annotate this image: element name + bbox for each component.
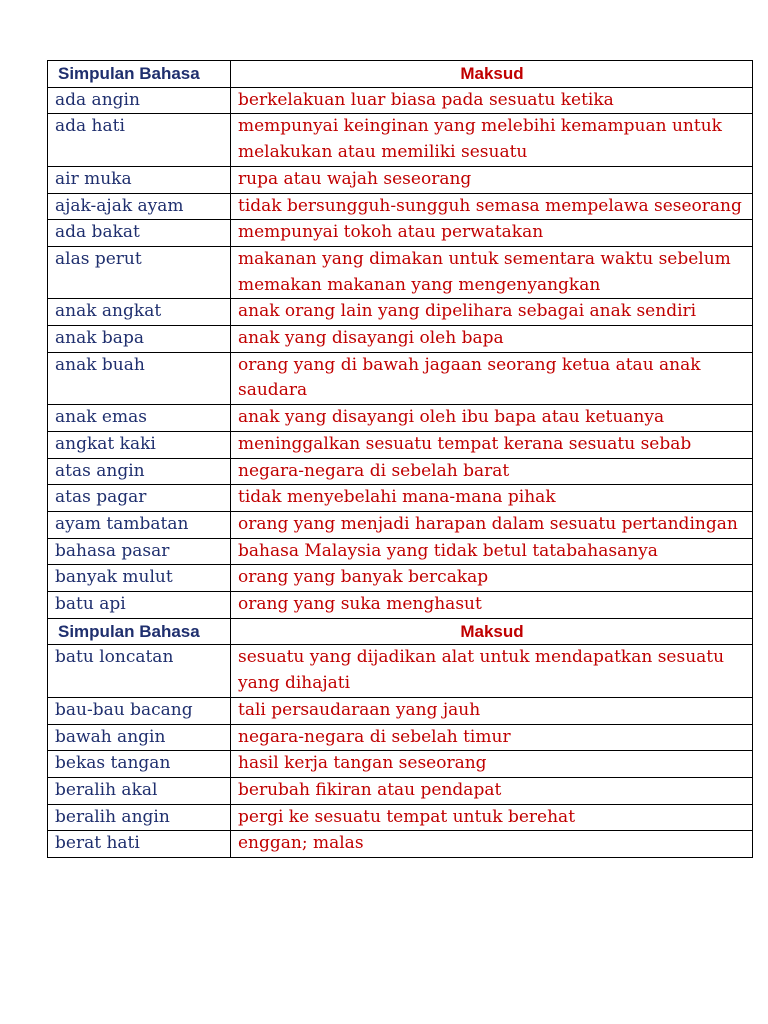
idiom-term: anak emas: [48, 405, 231, 432]
idiom-term: ada hati: [48, 114, 231, 166]
idiom-meaning: meninggalkan sesuatu tempat kerana sesuatu sebab: [231, 431, 753, 458]
header-meaning: Maksud: [231, 61, 753, 88]
idiom-meaning: orang yang di bawah jagaan seorang ketua atau anak saudara: [231, 352, 753, 404]
table-row: [48, 565, 753, 592]
table-body: [48, 87, 753, 857]
idiom-term: berat hati: [48, 831, 231, 858]
table-row: [48, 326, 753, 353]
table-row: [48, 193, 753, 220]
table-row: [48, 114, 753, 166]
idiom-meaning: tali persaudaraan yang jauh: [231, 697, 753, 724]
idiom-term: atas pagar: [48, 485, 231, 512]
table-row: [48, 831, 753, 858]
idiom-meaning: mempunyai tokoh atau perwatakan: [231, 220, 753, 247]
table-row: [48, 299, 753, 326]
idiom-meaning: berkelakuan luar biasa pada sesuatu ketika: [231, 87, 753, 114]
idiom-term: air muka: [48, 166, 231, 193]
idiom-term: atas angin: [48, 458, 231, 485]
idiom-term: ajak-ajak ayam: [48, 193, 231, 220]
table-row: [48, 405, 753, 432]
idiom-meaning: hasil kerja tangan seseorang: [231, 751, 753, 778]
idiom-meaning: anak yang disayangi oleh bapa: [231, 326, 753, 353]
idiom-meaning: orang yang menjadi harapan dalam sesuatu pertandingan: [231, 511, 753, 538]
idiom-meaning: pergi ke sesuatu tempat untuk berehat: [231, 804, 753, 831]
idiom-term: ada bakat: [48, 220, 231, 247]
table-row: [48, 697, 753, 724]
idiom-table: [47, 60, 753, 858]
idiom-meaning: enggan; malas: [231, 831, 753, 858]
idiom-meaning: orang yang suka menghasut: [231, 592, 753, 619]
idiom-term: bawah angin: [48, 724, 231, 751]
table-row: [48, 777, 753, 804]
table-row: [48, 804, 753, 831]
table-header-row: [48, 61, 753, 88]
header-term: Simpulan Bahasa: [48, 61, 231, 88]
idiom-term: ayam tambatan: [48, 511, 231, 538]
table-row: [48, 166, 753, 193]
idiom-term: alas perut: [48, 246, 231, 298]
header-meaning: Maksud: [231, 618, 753, 645]
idiom-term: beralih angin: [48, 804, 231, 831]
idiom-meaning: makanan yang dimakan untuk sementara waktu sebelum memakan makanan yang mengenyangkan: [231, 246, 753, 298]
idiom-term: anak angkat: [48, 299, 231, 326]
idiom-term: banyak mulut: [48, 565, 231, 592]
idiom-meaning: orang yang banyak bercakap: [231, 565, 753, 592]
idiom-term: bau-bau bacang: [48, 697, 231, 724]
idiom-term: anak buah: [48, 352, 231, 404]
idiom-term: batu loncatan: [48, 645, 231, 697]
table-row: [48, 220, 753, 247]
table-header-row: [48, 618, 753, 645]
table-row: [48, 352, 753, 404]
table-row: [48, 458, 753, 485]
idiom-meaning: mempunyai keinginan yang melebihi kemampuan untuk melakukan atau memiliki sesuatu: [231, 114, 753, 166]
table-row: [48, 645, 753, 697]
table-row: [48, 538, 753, 565]
header-term: Simpulan Bahasa: [48, 618, 231, 645]
idiom-meaning: tidak bersungguh-sungguh semasa mempelawa seseorang: [231, 193, 753, 220]
table-row: [48, 431, 753, 458]
idiom-term: beralih akal: [48, 777, 231, 804]
table-row: [48, 724, 753, 751]
idiom-term: angkat kaki: [48, 431, 231, 458]
idiom-meaning: sesuatu yang dijadikan alat untuk mendapatkan sesuatu yang dihajati: [231, 645, 753, 697]
idiom-term: anak bapa: [48, 326, 231, 353]
idiom-meaning: anak yang disayangi oleh ibu bapa atau ketuanya: [231, 405, 753, 432]
idiom-term: bekas tangan: [48, 751, 231, 778]
table-row: [48, 485, 753, 512]
idiom-meaning: tidak menyebelahi mana-mana pihak: [231, 485, 753, 512]
idiom-term: bahasa pasar: [48, 538, 231, 565]
table-row: [48, 511, 753, 538]
table-row: [48, 87, 753, 114]
table-row: [48, 592, 753, 619]
idiom-term: batu api: [48, 592, 231, 619]
idiom-meaning: anak orang lain yang dipelihara sebagai anak sendiri: [231, 299, 753, 326]
idiom-meaning: negara-negara di sebelah barat: [231, 458, 753, 485]
idiom-meaning: berubah fikiran atau pendapat: [231, 777, 753, 804]
idiom-meaning: rupa atau wajah seseorang: [231, 166, 753, 193]
idiom-meaning: negara-negara di sebelah timur: [231, 724, 753, 751]
table-row: [48, 751, 753, 778]
idiom-term: ada angin: [48, 87, 231, 114]
table-row: [48, 246, 753, 298]
idiom-meaning: bahasa Malaysia yang tidak betul tatabahasanya: [231, 538, 753, 565]
